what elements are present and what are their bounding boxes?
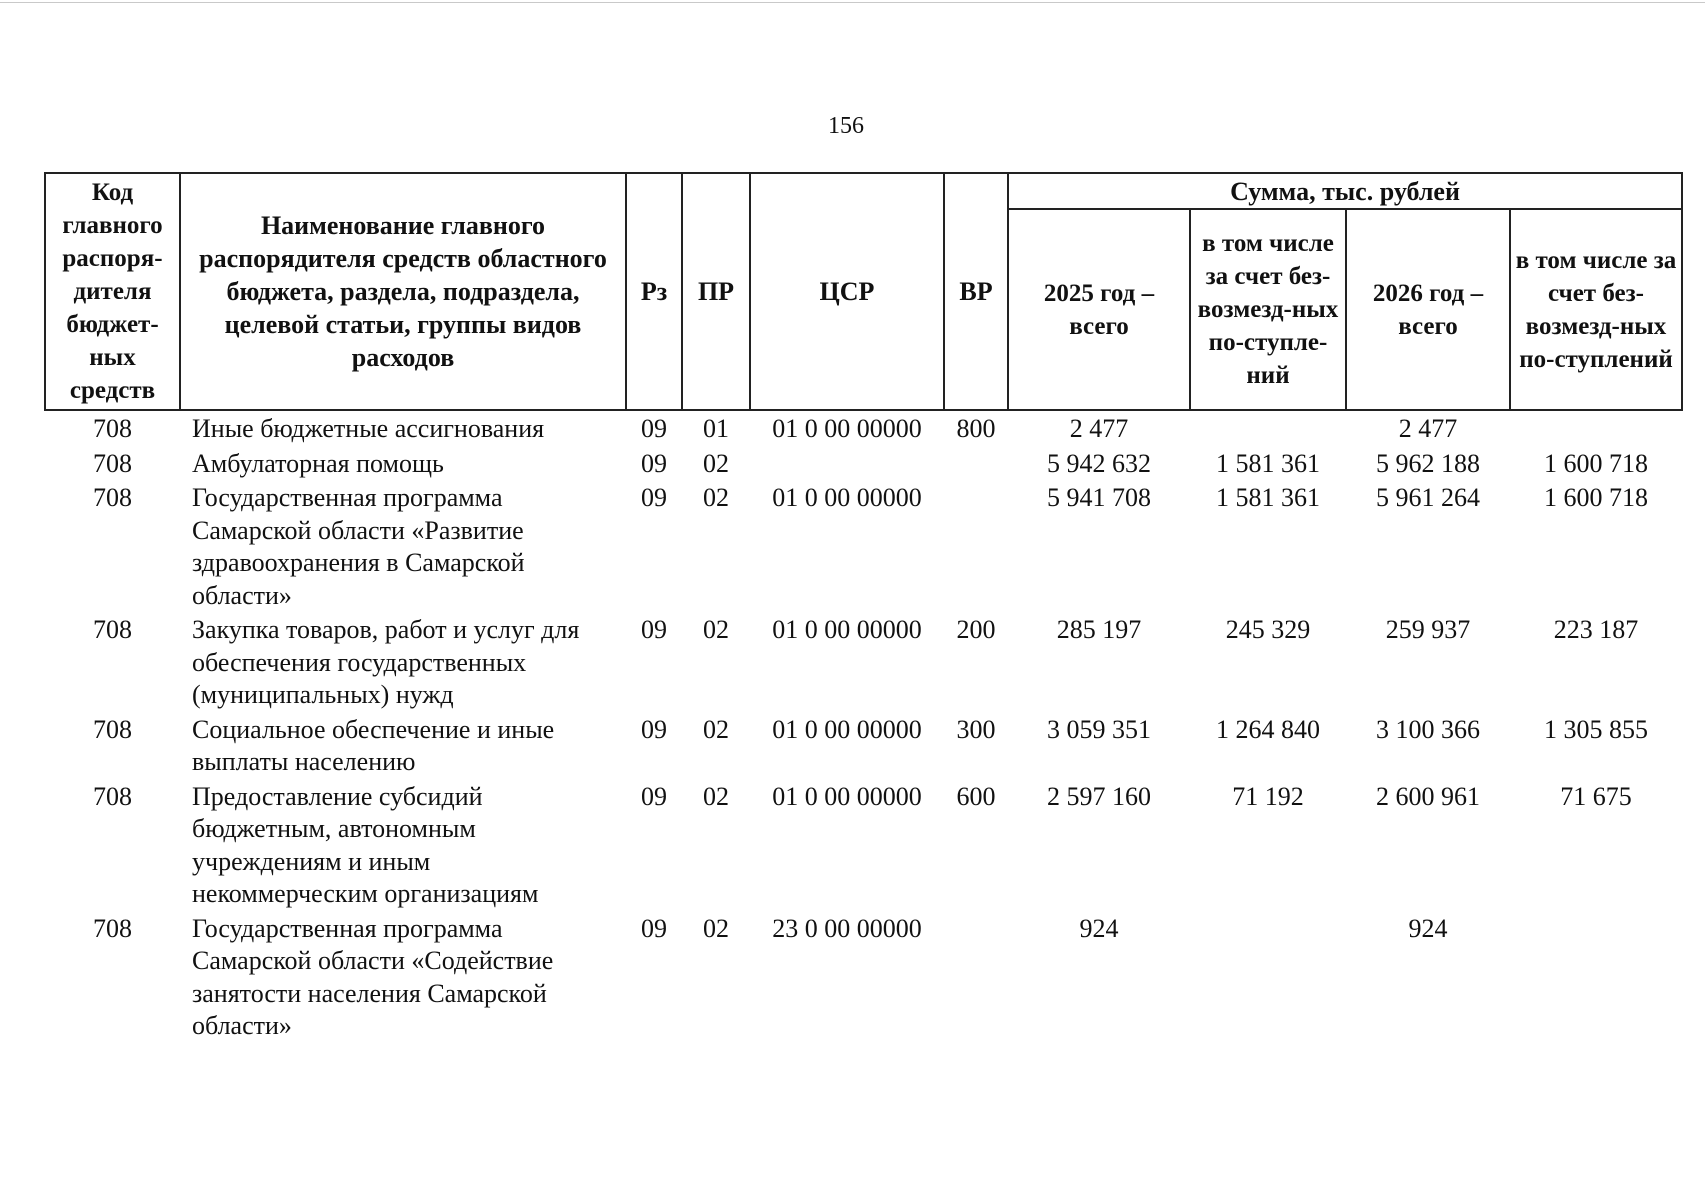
cell-rz: 09 (641, 781, 667, 811)
cell-2026-total: 5 962 188 (1376, 448, 1480, 478)
cell-pr: 02 (703, 913, 729, 943)
header-2025-free: в том числе за счет без-возмезд-ных по-ступле-ний (1190, 209, 1346, 410)
cell-2026-free (1510, 913, 1682, 1045)
cell-2026-free: 71 675 (1560, 781, 1632, 811)
cell-csr (750, 448, 944, 483)
cell-code: 708 (93, 414, 132, 443)
cell-name: Закупка товаров, работ и услуг для обеспечения государственных (муниципальных) нужд (192, 615, 580, 709)
cell-csr: 01 0 00 00000 (772, 781, 922, 811)
cell-rz: 09 (641, 414, 667, 443)
header-rz: Рз (626, 173, 682, 410)
table-row (45, 781, 1682, 913)
header-2026-free: в том числе за счет без-возмезд-ных по-ступлений (1510, 209, 1682, 410)
cell-2026-total: 2 477 (1398, 414, 1458, 443)
cell-2025-free: 1 581 361 (1216, 483, 1320, 512)
cell-2026-total: 5 961 264 (1376, 483, 1480, 512)
cell-csr: 01 0 00 00000 (772, 414, 922, 443)
cell-2026-free: 1 305 855 (1544, 714, 1648, 744)
cell-2025-free: 1 581 361 (1216, 448, 1320, 478)
cell-vr (944, 482, 1008, 614)
scan-edge-line (0, 2, 1705, 3)
table-body (45, 410, 1682, 1045)
cell-2025-free (1190, 913, 1346, 1045)
cell-rz: 09 (641, 448, 667, 478)
cell-2025-total: 285 197 (1056, 615, 1142, 644)
cell-rz: 09 (641, 714, 667, 744)
cell-pr: 02 (703, 448, 729, 478)
table-row (45, 448, 1682, 483)
cell-2025-free (1190, 410, 1346, 448)
cell-pr: 02 (703, 714, 729, 744)
cell-csr: 01 0 00 00000 (772, 615, 922, 644)
cell-csr: 01 0 00 00000 (772, 714, 922, 744)
cell-csr: 23 0 00 00000 (772, 913, 922, 943)
header-sum-group: Сумма, тыс. рублей (1008, 173, 1682, 209)
cell-pr: 02 (703, 483, 729, 512)
cell-2025-total: 924 (1079, 913, 1119, 943)
cell-vr: 800 (956, 414, 996, 443)
table-row (45, 714, 1682, 781)
header-vr: ВР (944, 173, 1008, 410)
cell-2026-total: 2 600 961 (1376, 781, 1480, 811)
table-header (45, 173, 1682, 410)
table-row (45, 482, 1682, 614)
cell-2026-free: 1 600 718 (1544, 483, 1648, 512)
cell-vr: 600 (956, 781, 996, 811)
cell-pr: 02 (703, 781, 729, 811)
cell-2026-total: 924 (1408, 913, 1448, 943)
header-code: Код главного распоря-дителя бюджет-ных средств (45, 173, 180, 410)
cell-code: 708 (93, 483, 132, 512)
cell-vr (944, 913, 1008, 1045)
header-2025-total: 2025 год – всего (1008, 209, 1190, 410)
cell-vr (944, 448, 1008, 483)
cell-code: 708 (93, 714, 132, 744)
cell-rz: 09 (641, 483, 667, 512)
cell-rz: 09 (641, 913, 667, 943)
cell-vr: 300 (956, 714, 996, 744)
cell-name: Предоставление субсидий бюджетным, автономным учреждениям и иным некоммерческим организациям (192, 781, 539, 908)
cell-csr: 01 0 00 00000 (772, 483, 922, 512)
cell-2026-free (1510, 410, 1682, 448)
cell-name: Государственная программа Самарской области «Содействие занятости населения Самарской области» (192, 913, 554, 1040)
table-row (45, 410, 1682, 448)
cell-2025-total: 3 059 351 (1047, 714, 1151, 744)
header-2026-total: 2026 год – всего (1346, 209, 1510, 410)
header-csr: ЦСР (750, 173, 944, 410)
cell-2025-free: 245 329 (1225, 615, 1311, 644)
cell-2025-free: 1 264 840 (1216, 714, 1320, 744)
cell-name: Государственная программа Самарской области «Развитие здравоохранения в Самарской области» (192, 483, 525, 610)
cell-code: 708 (93, 913, 132, 943)
table-row (45, 913, 1682, 1045)
cell-2026-free: 223 187 (1553, 615, 1639, 644)
cell-2025-total: 5 941 708 (1047, 483, 1151, 512)
cell-2025-total: 5 942 632 (1047, 448, 1151, 478)
cell-vr: 200 (956, 615, 996, 644)
cell-code: 708 (93, 781, 132, 811)
header-name: Наименование главного распорядителя средств областного бюджета, раздела, подраздела, целевой статьи, группы видов расходов (180, 173, 626, 410)
cell-2025-total: 2 597 160 (1047, 781, 1151, 811)
header-pr: ПР (682, 173, 750, 410)
table-row (45, 614, 1682, 714)
cell-rz: 09 (641, 615, 667, 644)
budget-table (44, 172, 1683, 1045)
cell-2026-total: 259 937 (1385, 615, 1471, 644)
cell-pr: 02 (703, 615, 729, 644)
cell-2026-free: 1 600 718 (1544, 448, 1648, 478)
cell-code: 708 (93, 448, 132, 478)
cell-pr: 01 (703, 414, 729, 443)
cell-name: Иные бюджетные ассигнования (192, 414, 545, 443)
page-number: 156 (828, 113, 864, 139)
cell-2025-free: 71 192 (1232, 781, 1304, 811)
cell-name: Амбулаторная помощь (192, 448, 444, 478)
cell-name: Социальное обеспечение и иные выплаты населению (192, 714, 555, 776)
cell-2025-total: 2 477 (1069, 414, 1129, 443)
cell-2026-total: 3 100 366 (1376, 714, 1480, 744)
cell-code: 708 (93, 615, 132, 644)
